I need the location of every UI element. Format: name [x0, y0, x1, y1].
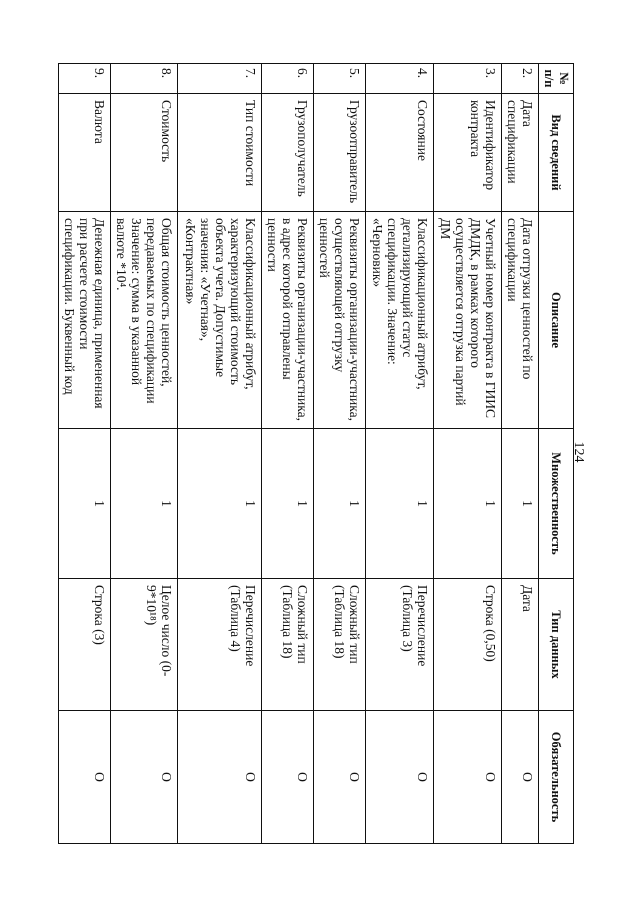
- table-container: [62, 63, 574, 843]
- row-kind: Грузополучатель: [262, 94, 314, 212]
- row-number: 6.: [262, 64, 314, 94]
- row-required: О: [502, 711, 539, 844]
- row-required: О: [111, 711, 178, 844]
- row-description: Учетный номер контракта в ГИИС ДМДК, в рамках которого осуществляется отгрузка партий ДМ: [434, 212, 502, 429]
- table-header-row: [539, 64, 574, 844]
- row-multiplicity: 1: [366, 429, 434, 579]
- header-num: № п/п: [539, 64, 574, 94]
- row-data-type: Сложный тип (Таблица 18): [262, 579, 314, 711]
- table-row: [111, 64, 178, 844]
- row-description: Реквизиты организации-участника, в адрес которой отправлены ценности: [262, 212, 314, 429]
- header-description: Описание: [539, 212, 574, 429]
- row-multiplicity: 1: [314, 429, 366, 579]
- row-description: Денежная единица, примененная при расчете стоимости спецификации. Буквенный код: [59, 212, 111, 429]
- row-number: 4.: [366, 64, 434, 94]
- page-number: 124: [571, 441, 586, 463]
- row-required: О: [262, 711, 314, 844]
- row-data-type: Строка (0,50): [434, 579, 502, 711]
- table-row: [502, 64, 539, 844]
- row-multiplicity: 1: [502, 429, 539, 579]
- row-description: Классификационный атрибут, детализирующий статус спецификации. Значение: «Черновик»: [366, 212, 434, 429]
- row-required: О: [366, 711, 434, 844]
- table-row: [262, 64, 314, 844]
- row-data-type: Строка (3): [59, 579, 111, 711]
- row-kind: Стоимость: [111, 94, 178, 212]
- table-row: [434, 64, 502, 844]
- table-row: [59, 64, 111, 844]
- row-data-type: Перечисление (Таблица 3): [366, 579, 434, 711]
- row-description: Дата отгрузки ценностей по спецификации: [502, 212, 539, 429]
- header-kind: Вид сведений: [539, 94, 574, 212]
- row-data-type: Целое число (0-9*10¹⁸): [111, 579, 178, 711]
- row-kind: Тип стоимости: [178, 94, 262, 212]
- row-kind: Дата спецификации: [502, 94, 539, 212]
- row-multiplicity: 1: [434, 429, 502, 579]
- row-number: 2.: [502, 64, 539, 94]
- table-row: [366, 64, 434, 844]
- table-row: [178, 64, 262, 844]
- row-kind: Валюта: [59, 94, 111, 212]
- row-number: 9.: [59, 64, 111, 94]
- specification-table: [58, 63, 574, 844]
- row-data-type: Дата: [502, 579, 539, 711]
- row-description: Общая стоимость ценностей, передаваемых по спецификации Значение: сумма в указанной валюте *10⁴.: [111, 212, 178, 429]
- row-multiplicity: 1: [59, 429, 111, 579]
- row-number: 7.: [178, 64, 262, 94]
- table-row: [314, 64, 366, 844]
- row-number: 3.: [434, 64, 502, 94]
- row-multiplicity: 1: [262, 429, 314, 579]
- header-data-type: Тип данных: [539, 579, 574, 711]
- header-multiplicity: Множественность: [539, 429, 574, 579]
- row-description: Классификационный атрибут, характеризующий стоимость объекта учета. Допустимые значения: «Учетная», «Контрактная»: [178, 212, 262, 429]
- row-required: О: [59, 711, 111, 844]
- row-required: О: [178, 711, 262, 844]
- row-multiplicity: 1: [111, 429, 178, 579]
- row-required: О: [434, 711, 502, 844]
- row-number: 5.: [314, 64, 366, 94]
- row-kind: Состояние: [366, 94, 434, 212]
- row-description: Реквизиты организации-участника, осуществляющей отгрузку ценностей: [314, 212, 366, 429]
- row-kind: Идентификатор контракта: [434, 94, 502, 212]
- row-number: 8.: [111, 64, 178, 94]
- row-required: О: [314, 711, 366, 844]
- row-multiplicity: 1: [178, 429, 262, 579]
- row-data-type: Перечисление (Таблица 4): [178, 579, 262, 711]
- row-data-type: Сложный тип (Таблица 18): [314, 579, 366, 711]
- row-kind: Грузоотправитель: [314, 94, 366, 212]
- header-required: Обязательность: [539, 711, 574, 844]
